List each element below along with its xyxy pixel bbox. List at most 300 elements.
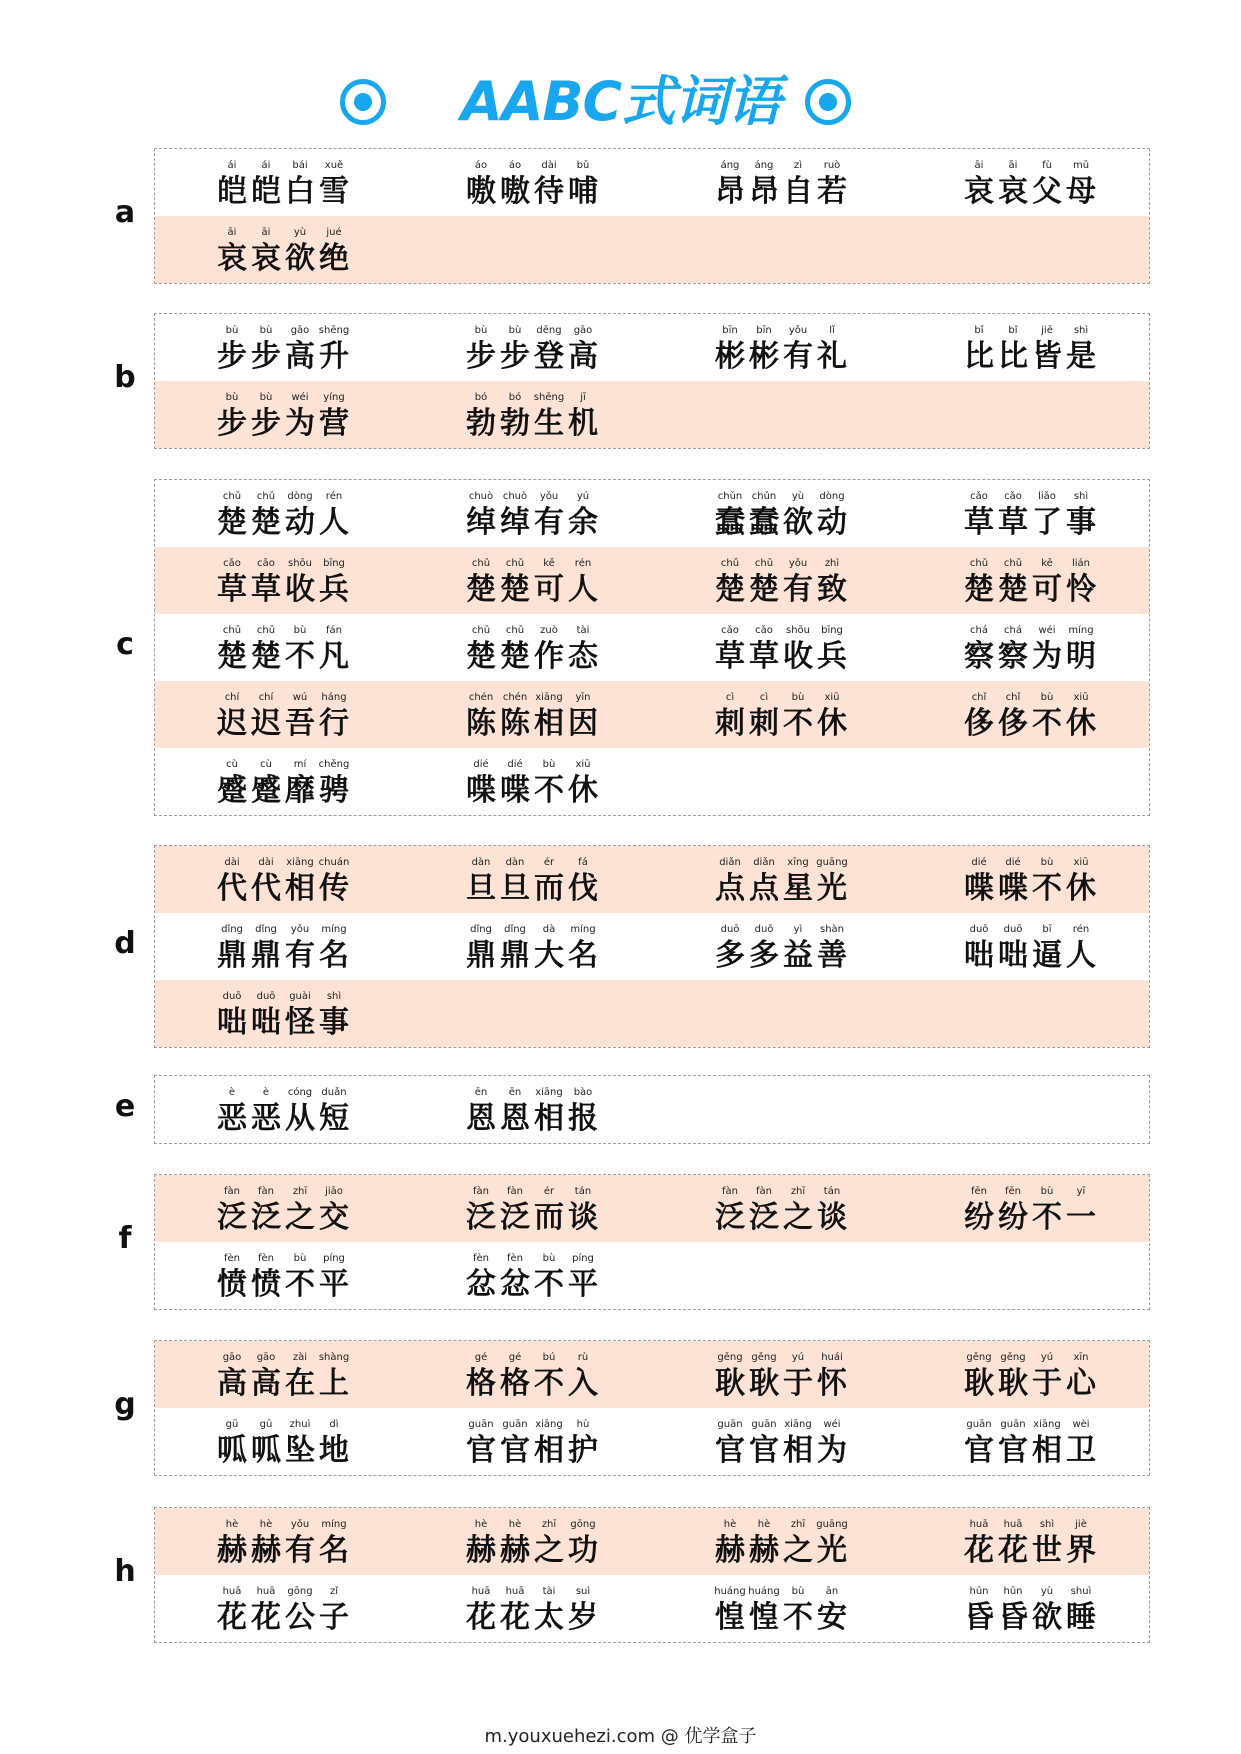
hanzi-word: 楚 楚 可 怜	[964, 572, 1096, 607]
hanzi-word: 楚 楚 有 致	[715, 572, 847, 607]
pinyin-syllable: bái	[292, 160, 308, 171]
pinyin-syllable: guān	[717, 1419, 743, 1430]
word-row	[155, 1508, 1149, 1575]
word-entry	[902, 614, 1151, 681]
word-entry	[404, 748, 653, 815]
word-row	[155, 314, 1149, 381]
pinyin-syllable: chǔ	[505, 558, 525, 569]
hanzi-word: 鼎 鼎 有 名	[217, 938, 349, 973]
hanzi-word: 官 官 相 卫	[964, 1433, 1096, 1468]
word-entry	[902, 1408, 1151, 1475]
pinyin-syllable: chǔ	[222, 491, 242, 502]
pinyin	[215, 1419, 351, 1431]
pinyin-syllable: yú	[576, 491, 590, 502]
section-c	[154, 479, 1150, 816]
pinyin-syllable: dēng	[536, 325, 562, 336]
hanzi-word: 赫 赫 之 光	[715, 1533, 847, 1568]
pinyin-syllable: shì	[1039, 1519, 1055, 1530]
hanzi-word: 泛 泛 之 谈	[715, 1200, 847, 1235]
section-letter-h: h	[114, 1554, 136, 1589]
pinyin	[713, 1419, 849, 1431]
section-letter-b: b	[114, 360, 136, 395]
pinyin-syllable: xīng	[787, 857, 809, 868]
hanzi-word: 鼎 鼎 大 名	[466, 938, 598, 973]
hanzi-word: 惶 惶 不 安	[715, 1600, 847, 1635]
word-entry	[404, 149, 653, 216]
pinyin-syllable: ái	[261, 160, 271, 171]
word-row	[155, 748, 1149, 815]
pinyin-syllable: bó	[474, 392, 488, 403]
pinyin-syllable: fá	[578, 857, 588, 868]
pinyin-syllable: chǐ	[971, 692, 987, 703]
pinyin-syllable: kě	[1041, 558, 1053, 569]
pinyin-syllable: gāo	[256, 1352, 276, 1363]
word-row	[155, 1076, 1149, 1143]
pinyin-syllable: jiāo	[325, 1186, 343, 1197]
word-row	[155, 913, 1149, 980]
hanzi-word: 迟 迟 吾 行	[217, 706, 349, 741]
pinyin-syllable: yì	[793, 924, 803, 935]
pinyin	[962, 1352, 1098, 1364]
pinyin-syllable: huā	[505, 1586, 525, 1597]
hanzi-word: 步 步 为 营	[217, 406, 349, 441]
pinyin-syllable: cǎo	[257, 558, 275, 569]
pinyin	[464, 759, 600, 771]
pinyin	[215, 1352, 351, 1364]
word-entry	[155, 681, 404, 748]
pinyin-syllable: cù	[260, 759, 272, 770]
word-entry	[653, 480, 902, 547]
pinyin	[215, 392, 351, 404]
pinyin-syllable: guān	[966, 1419, 992, 1430]
pinyin-syllable: gū	[259, 1419, 273, 1430]
pinyin-syllable: zì	[793, 160, 803, 171]
pinyin-syllable: bù	[1040, 692, 1054, 703]
pinyin-syllable: chuò	[468, 491, 494, 502]
pinyin-syllable: dié	[473, 759, 489, 770]
pinyin-syllable: bù	[474, 325, 488, 336]
section-e	[154, 1075, 1150, 1144]
pinyin-syllable: zhī	[790, 1519, 806, 1530]
pinyin-syllable: dié	[971, 857, 987, 868]
pinyin-syllable: huáng	[714, 1586, 746, 1597]
word-entry	[404, 1508, 653, 1575]
pinyin-syllable: chí	[224, 692, 240, 703]
pinyin-syllable: liǎo	[1038, 491, 1056, 502]
hanzi-word: 官 官 相 为	[715, 1433, 847, 1468]
pinyin-syllable: zhī	[292, 1186, 308, 1197]
hanzi-word: 蠢 蠢 欲 动	[715, 505, 847, 540]
page-title: AABC式词语	[460, 70, 781, 133]
word-entry	[404, 1341, 653, 1408]
word-entry	[653, 1408, 902, 1475]
pinyin	[464, 924, 600, 936]
pinyin-syllable: wéi	[823, 1419, 841, 1430]
hanzi-word: 点 点 星 光	[715, 871, 847, 906]
pinyin-syllable: guài	[289, 991, 311, 1002]
pinyin-syllable: fàn	[473, 1186, 489, 1197]
word-entry	[902, 480, 1151, 547]
pinyin-syllable: háng	[321, 692, 347, 703]
pinyin-syllable: xiāng	[535, 692, 563, 703]
pinyin-syllable: bù	[791, 1586, 805, 1597]
word-entry	[902, 547, 1151, 614]
pinyin-syllable: bào	[573, 1087, 593, 1098]
word-entry	[404, 1175, 653, 1242]
pinyin-syllable: duō	[754, 924, 774, 935]
pinyin	[464, 692, 600, 704]
pinyin-syllable: dì	[329, 1419, 339, 1430]
pinyin-syllable: huái	[821, 1352, 843, 1363]
pinyin-syllable: chǔn	[717, 491, 743, 502]
word-entry	[155, 149, 404, 216]
pinyin-syllable: gāo	[573, 325, 593, 336]
pinyin	[962, 1186, 1098, 1198]
word-entry	[653, 547, 902, 614]
pinyin-syllable: chǔ	[222, 625, 242, 636]
pinyin-syllable: cì	[725, 692, 735, 703]
pinyin-syllable: hè	[508, 1519, 522, 1530]
pinyin-syllable: suì	[575, 1586, 591, 1597]
pinyin	[215, 325, 351, 337]
hanzi-word: 侈 侈 不 休	[964, 706, 1096, 741]
pinyin	[464, 1186, 600, 1198]
pinyin-syllable: ān	[825, 1586, 839, 1597]
hanzi-word: 泛 泛 而 谈	[466, 1200, 598, 1235]
pinyin-syllable: wéi	[291, 392, 309, 403]
hanzi-word: 恶 恶 从 短	[217, 1101, 349, 1136]
pinyin-syllable: xiāng	[1033, 1419, 1061, 1430]
pinyin	[962, 1519, 1098, 1531]
pinyin-syllable: cǎo	[970, 491, 988, 502]
pinyin-syllable: bù	[542, 1253, 556, 1264]
pinyin	[713, 1586, 849, 1598]
pinyin-syllable: bù	[508, 325, 522, 336]
hanzi-word: 代 代 相 传	[217, 871, 349, 906]
pinyin-syllable: chǔ	[969, 558, 989, 569]
pinyin	[962, 160, 1098, 172]
pinyin	[713, 692, 849, 704]
pinyin-syllable: fàn	[258, 1186, 274, 1197]
pinyin-syllable: cǎo	[755, 625, 773, 636]
section-b	[154, 313, 1150, 449]
word-row	[155, 1242, 1149, 1309]
pinyin-syllable: fèn	[223, 1253, 240, 1264]
word-entry	[155, 1408, 404, 1475]
pinyin-syllable: dǐng	[221, 924, 243, 935]
pinyin-syllable: fàn	[722, 1186, 738, 1197]
pinyin-syllable: yǒu	[290, 1519, 310, 1530]
pinyin-syllable: fèn	[257, 1253, 274, 1264]
pinyin-syllable: xuě	[324, 160, 344, 171]
word-entry	[653, 1341, 902, 1408]
hanzi-word: 哀 哀 父 母	[964, 174, 1096, 209]
section-a	[154, 148, 1150, 284]
pinyin-syllable: hè	[474, 1519, 488, 1530]
word-entry	[155, 614, 404, 681]
pinyin-syllable: jiē	[1041, 325, 1053, 336]
hanzi-word: 愤 愤 不 平	[217, 1267, 349, 1302]
pinyin-syllable: chuán	[318, 857, 350, 868]
pinyin	[962, 325, 1098, 337]
hanzi-word: 赫 赫 有 名	[217, 1533, 349, 1568]
hanzi-word: 喋 喋 不 休	[964, 871, 1096, 906]
word-row	[155, 980, 1149, 1047]
pinyin-syllable: bù	[542, 759, 556, 770]
word-row	[155, 547, 1149, 614]
pinyin	[713, 1186, 849, 1198]
pinyin-syllable: chǐ	[1005, 692, 1021, 703]
pinyin-syllable: zuò	[540, 625, 558, 636]
section-letter-g: g	[114, 1387, 136, 1422]
hanzi-word: 彬 彬 有 礼	[715, 339, 847, 374]
pinyin-syllable: dǐng	[504, 924, 526, 935]
word-entry	[902, 913, 1151, 980]
hanzi-word: 皑 皑 白 雪	[217, 174, 349, 209]
pinyin	[215, 160, 351, 172]
word-entry	[155, 1508, 404, 1575]
pinyin-syllable: dà	[542, 924, 556, 935]
pinyin-syllable: gé	[474, 1352, 488, 1363]
hanzi-word: 纷 纷 不 一	[964, 1200, 1096, 1235]
pinyin-syllable: fèn	[506, 1253, 523, 1264]
pinyin-syllable: cǎo	[721, 625, 739, 636]
pinyin	[464, 392, 600, 404]
pinyin-syllable: dòng	[287, 491, 313, 502]
word-row	[155, 1575, 1149, 1642]
pinyin-syllable: míng	[321, 1519, 347, 1530]
pinyin-syllable: yǒu	[290, 924, 310, 935]
pinyin-syllable: shì	[1073, 491, 1089, 502]
pinyin-syllable: zhuì	[289, 1419, 311, 1430]
pinyin	[962, 491, 1098, 503]
hanzi-word: 昂 昂 自 若	[715, 174, 847, 209]
pinyin-syllable: chá	[1004, 625, 1022, 636]
pinyin-syllable: diǎn	[753, 857, 775, 868]
pinyin-syllable: shuì	[1070, 1586, 1092, 1597]
pinyin-syllable: ēn	[474, 1087, 488, 1098]
word-entry	[404, 846, 653, 913]
hanzi-word: 喋 喋 不 休	[466, 773, 598, 808]
pinyin	[713, 160, 849, 172]
pinyin-syllable: áo	[508, 160, 522, 171]
pinyin-syllable: míng	[321, 924, 347, 935]
pinyin-syllable: áo	[474, 160, 488, 171]
pinyin-syllable: chén	[502, 692, 528, 703]
pinyin	[215, 558, 351, 570]
pinyin-syllable: yī	[1076, 1186, 1086, 1197]
pinyin-syllable: yǒu	[788, 558, 808, 569]
pinyin	[962, 1586, 1098, 1598]
hanzi-word: 咄 咄 怪 事	[217, 1005, 349, 1040]
pinyin	[464, 1419, 600, 1431]
pinyin-syllable: wú	[292, 692, 308, 703]
pinyin-syllable: huā	[1003, 1519, 1023, 1530]
pinyin-syllable: hūn	[1003, 1586, 1023, 1597]
pinyin-syllable: lián	[1071, 558, 1091, 569]
pinyin-syllable: fēn	[970, 1186, 987, 1197]
pinyin-syllable: dài	[258, 857, 274, 868]
pinyin	[464, 625, 600, 637]
pinyin-syllable: hù	[576, 1419, 590, 1430]
word-row	[155, 681, 1149, 748]
pinyin	[713, 491, 849, 503]
pinyin-syllable: guān	[1000, 1419, 1026, 1430]
pinyin-syllable: rén	[1072, 924, 1090, 935]
pinyin-syllable: gū	[225, 1419, 239, 1430]
pinyin	[215, 991, 351, 1003]
pinyin-syllable: chǔ	[505, 625, 525, 636]
word-entry	[155, 381, 404, 448]
hanzi-word: 官 官 相 护	[466, 1433, 598, 1468]
pinyin-syllable: duō	[1003, 924, 1023, 935]
word-entry	[653, 913, 902, 980]
hanzi-word: 高 高 在 上	[217, 1366, 349, 1401]
pinyin-syllable: dòng	[819, 491, 845, 502]
word-entry	[653, 614, 902, 681]
word-row	[155, 614, 1149, 681]
hanzi-word: 多 多 益 善	[715, 938, 847, 973]
pinyin-syllable: chǔ	[256, 625, 276, 636]
pinyin-syllable: gěng	[1000, 1352, 1026, 1363]
pinyin	[962, 857, 1098, 869]
word-row	[155, 381, 1149, 448]
hanzi-word: 嗷 嗷 待 哺	[466, 174, 598, 209]
pinyin-syllable: tán	[823, 1186, 841, 1197]
pinyin-syllable: wéi	[1038, 625, 1056, 636]
word-entry	[155, 1076, 404, 1143]
pinyin-syllable: xiū	[1073, 857, 1089, 868]
pinyin-syllable: hè	[259, 1519, 273, 1530]
pinyin-syllable: gōng	[570, 1519, 596, 1530]
pinyin-syllable: chǔ	[1003, 558, 1023, 569]
pinyin-syllable: duō	[720, 924, 740, 935]
pinyin-syllable: yǒu	[788, 325, 808, 336]
word-row	[155, 149, 1149, 216]
hanzi-word: 察 察 为 明	[964, 639, 1096, 674]
pinyin-syllable: zǐ	[329, 1586, 339, 1597]
pinyin-syllable: chǔ	[256, 491, 276, 502]
section-letter-d: d	[114, 925, 136, 961]
hanzi-word: 花 花 世 界	[964, 1533, 1096, 1568]
pinyin-syllable: āi	[1008, 160, 1018, 171]
pinyin-syllable: guāng	[816, 1519, 848, 1530]
pinyin-syllable: fèn	[472, 1253, 489, 1264]
footer-watermark: m.youxuehezi.com @ 优学盒子	[484, 1726, 757, 1747]
pinyin	[215, 1087, 351, 1099]
word-entry	[902, 1575, 1151, 1642]
hanzi-word: 草 草 收 兵	[715, 639, 847, 674]
pinyin-syllable: hè	[225, 1519, 239, 1530]
word-entry	[155, 748, 404, 815]
pinyin-syllable: yú	[1040, 1352, 1054, 1363]
pinyin-syllable: cì	[759, 692, 769, 703]
pinyin	[464, 1586, 600, 1598]
pinyin-syllable: míng	[1068, 625, 1094, 636]
pinyin-syllable: xīn	[1073, 1352, 1089, 1363]
pinyin	[215, 759, 351, 771]
pinyin-syllable: āi	[261, 227, 271, 238]
hanzi-word: 昏 昏 欲 睡	[964, 1600, 1096, 1635]
pinyin	[464, 1087, 600, 1099]
pinyin-syllable: gāo	[290, 325, 310, 336]
pinyin-syllable: yīn	[575, 692, 591, 703]
word-entry	[404, 381, 653, 448]
pinyin-syllable: huáng	[748, 1586, 780, 1597]
pinyin-syllable: chí	[258, 692, 274, 703]
word-entry	[404, 681, 653, 748]
pinyin-syllable: duō	[222, 991, 242, 1002]
word-entry	[902, 846, 1151, 913]
pinyin-syllable: dài	[541, 160, 557, 171]
word-row	[155, 1175, 1149, 1242]
pinyin-syllable: wèi	[1072, 1419, 1090, 1430]
pinyin-syllable: dǐng	[255, 924, 277, 935]
pinyin-syllable: gé	[508, 1352, 522, 1363]
pinyin-syllable: ér	[543, 1186, 555, 1197]
hanzi-word: 赫 赫 之 功	[466, 1533, 598, 1568]
pinyin	[962, 625, 1098, 637]
pinyin-syllable: xiū	[575, 759, 591, 770]
pinyin	[713, 857, 849, 869]
pinyin-syllable: bú	[542, 1352, 556, 1363]
pinyin-syllable: chǔ	[754, 558, 774, 569]
word-entry	[404, 913, 653, 980]
word-entry	[902, 314, 1151, 381]
pinyin-syllable: zhī	[790, 1186, 806, 1197]
hanzi-word: 蹙 蹙 靡 骋	[217, 773, 349, 808]
pinyin-syllable: āi	[974, 160, 984, 171]
pinyin-syllable: guān	[751, 1419, 777, 1430]
pinyin-syllable: gāo	[222, 1352, 242, 1363]
word-entry	[902, 149, 1151, 216]
pinyin-syllable: jī	[580, 392, 586, 403]
pinyin-syllable: yú	[791, 1352, 805, 1363]
hanzi-word: 哀 哀 欲 绝	[217, 241, 349, 276]
pinyin-syllable: cǎo	[223, 558, 241, 569]
pinyin	[962, 692, 1098, 704]
pinyin-syllable: bù	[1040, 1186, 1054, 1197]
pinyin-syllable: rén	[574, 558, 592, 569]
hanzi-word: 勃 勃 生 机	[466, 406, 598, 441]
pinyin-syllable: píng	[572, 1253, 594, 1264]
pinyin	[464, 325, 600, 337]
pinyin	[215, 227, 351, 239]
pinyin-syllable: shōu	[785, 625, 810, 636]
pinyin-syllable: è	[262, 1087, 270, 1098]
pinyin-syllable: bù	[293, 625, 307, 636]
hanzi-word: 步 步 高 升	[217, 339, 349, 374]
word-entry	[653, 846, 902, 913]
pinyin-syllable: cǎo	[1004, 491, 1022, 502]
pinyin-syllable: gěng	[966, 1352, 992, 1363]
word-entry	[155, 980, 404, 1047]
pinyin-syllable: diǎn	[719, 857, 741, 868]
hanzi-word: 花 花 太 岁	[466, 1600, 598, 1635]
pinyin-syllable: ér	[543, 857, 555, 868]
hanzi-word: 楚 楚 动 人	[217, 505, 349, 540]
pinyin-syllable: dàn	[471, 857, 491, 868]
pinyin-syllable: huā	[222, 1586, 242, 1597]
pinyin-syllable: tài	[542, 1586, 556, 1597]
pinyin-syllable: huā	[256, 1586, 276, 1597]
word-row	[155, 480, 1149, 547]
word-entry	[653, 149, 902, 216]
pinyin-syllable: duō	[969, 924, 989, 935]
word-entry	[653, 1575, 902, 1642]
word-entry	[155, 480, 404, 547]
pinyin-syllable: lǐ	[829, 325, 835, 336]
